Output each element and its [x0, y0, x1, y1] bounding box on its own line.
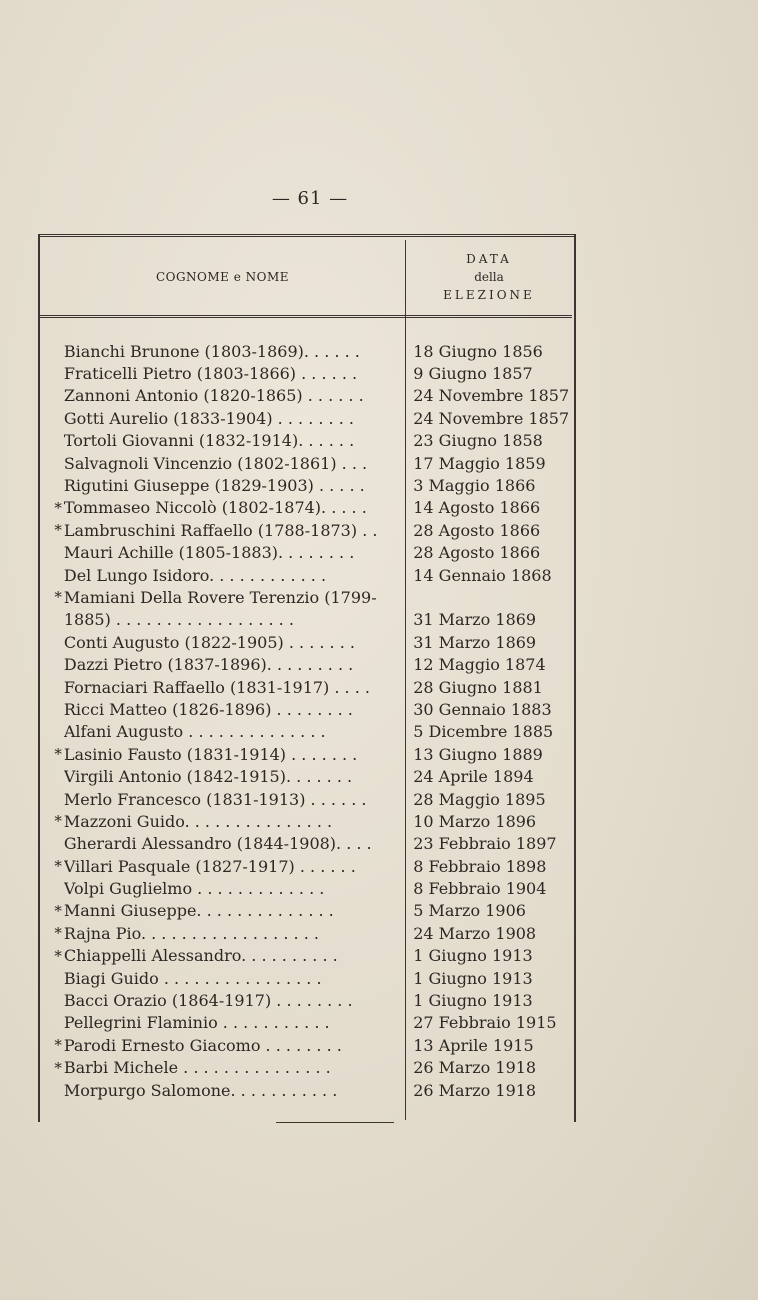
member-name: Lambruschini Raffaello (1788-1873) . . [63, 520, 378, 540]
election-date: 27 Febbraio 1915 [413, 1013, 557, 1033]
table-row [44, 609, 572, 631]
member-name: Parodi Ernesto Giacomo . . . . . . . . [63, 1035, 342, 1055]
election-date: 10 Marzo 1896 [413, 811, 537, 831]
member-name: Volpi Guglielmo . . . . . . . . . . . . . [63, 879, 325, 899]
election-date: 8 Febbraio 1898 [413, 856, 547, 876]
election-date: 1 Giugno 1913 [413, 946, 533, 966]
election-date: 3 Maggio 1866 [413, 476, 536, 496]
table-row [44, 900, 572, 922]
asterisk-mark: * [54, 521, 62, 540]
election-date: 9 Giugno 1857 [413, 364, 533, 384]
election-date: 28 Agosto 1866 [413, 520, 541, 540]
table-row [44, 653, 572, 675]
election-date: 26 Marzo 1918 [413, 1080, 537, 1100]
member-name: Villari Pasquale (1827-1917) . . . . . . [63, 856, 356, 876]
election-date: 24 Marzo 1908 [413, 923, 537, 943]
member-name: Rigutini Giuseppe (1829-1903) . . . . . [63, 476, 365, 496]
member-name: Conti Augusto (1822-1905) . . . . . . . [63, 632, 355, 652]
election-date: 14 Agosto 1866 [413, 498, 541, 518]
member-name: 1885) . . . . . . . . . . . . . . . . . . [63, 610, 294, 630]
election-date: 28 Agosto 1866 [413, 543, 541, 563]
election-date: 23 Febbraio 1897 [413, 834, 557, 854]
header-name-column: COGNOME e NOME [155, 270, 290, 284]
header-date-line-3: ELEZIONE [443, 288, 535, 302]
election-date: 12 Maggio 1874 [413, 655, 546, 675]
election-date: 23 Giugno 1858 [413, 431, 543, 451]
member-name: Tommaseo Niccolò (1802-1874). . . . . [63, 498, 367, 518]
member-name: Zannoni Antonio (1820-1865) . . . . . . [63, 386, 364, 406]
table-row [44, 1034, 572, 1056]
member-name: Rajna Pio. . . . . . . . . . . . . . . . . . [63, 923, 319, 943]
election-date: 1 Giugno 1913 [413, 968, 533, 988]
member-name: Merlo Francesco (1831-1913) . . . . . . [63, 789, 367, 809]
member-name: Pellegrini Flaminio . . . . . . . . . . . [63, 1013, 330, 1033]
member-name: Manni Giuseppe. . . . . . . . . . . . . . [63, 901, 334, 921]
asterisk-mark: * [54, 1058, 62, 1077]
member-name: Salvagnoli Vincenzio (1802-1861) . . . [63, 453, 368, 473]
table-row [44, 362, 572, 384]
asterisk-mark: * [54, 812, 62, 831]
election-date: 26 Marzo 1918 [413, 1058, 537, 1078]
table-row [44, 967, 572, 989]
page-number: — 61 — [271, 188, 349, 209]
asterisk-mark: * [54, 745, 62, 764]
election-date: 5 Marzo 1906 [413, 901, 526, 921]
table-body [44, 340, 572, 1101]
table-row [44, 564, 572, 586]
asterisk-mark: * [54, 588, 62, 607]
table-row [44, 810, 572, 832]
member-name: Gherardi Alessandro (1844-1908). . . . [63, 834, 372, 854]
member-name: Biagi Guido . . . . . . . . . . . . . . . . [63, 968, 322, 988]
table-row [44, 721, 572, 743]
table-row [44, 698, 572, 720]
member-name: Mazzoni Guido. . . . . . . . . . . . . . . [63, 811, 333, 831]
header-bottom-rule [38, 315, 572, 318]
table-row [44, 676, 572, 698]
member-name: Del Lungo Isidoro. . . . . . . . . . . . [63, 565, 327, 585]
table-row [44, 855, 572, 877]
table-row [44, 1012, 572, 1034]
member-name: Fraticelli Pietro (1803-1866) . . . . . . [63, 364, 358, 384]
table-row [44, 385, 572, 407]
election-date: 24 Novembre 1857 [413, 408, 570, 428]
election-date: 24 Novembre 1857 [413, 386, 570, 406]
member-name: Barbi Michele . . . . . . . . . . . . . . . [63, 1058, 331, 1078]
table-row [44, 945, 572, 967]
member-name: Dazzi Pietro (1837-1896). . . . . . . . . [63, 655, 354, 675]
table-row [44, 474, 572, 496]
election-date: 28 Maggio 1895 [413, 789, 546, 809]
election-date: 24 Aprile 1894 [413, 767, 534, 787]
table-row [44, 497, 572, 519]
asterisk-mark: * [54, 924, 62, 943]
asterisk-mark: * [54, 1036, 62, 1055]
table-row [44, 340, 572, 362]
table-row [44, 407, 572, 429]
header-date-line-1: DATA [466, 252, 512, 266]
member-name: Bianchi Brunone (1803-1869). . . . . . [63, 341, 360, 361]
asterisk-mark: * [54, 946, 62, 965]
table-row [44, 452, 572, 474]
election-date: 13 Aprile 1915 [413, 1035, 534, 1055]
bottom-rule [276, 1122, 394, 1123]
table-row [44, 922, 572, 944]
table-row [44, 631, 572, 653]
election-date: 31 Marzo 1869 [413, 632, 537, 652]
asterisk-mark: * [54, 498, 62, 517]
table-row [44, 743, 572, 765]
election-date: 17 Maggio 1859 [413, 453, 546, 473]
asterisk-mark: * [54, 901, 62, 920]
table-row [44, 430, 572, 452]
election-date: 14 Gennaio 1868 [413, 565, 552, 585]
table-row [44, 765, 572, 787]
member-name: Morpurgo Salomone. . . . . . . . . . . [63, 1080, 338, 1100]
member-name: Fornaciari Raffaello (1831-1917) . . . . [63, 677, 370, 697]
election-date: 31 Marzo 1869 [413, 610, 537, 630]
header-date-column [406, 250, 572, 304]
table-row [44, 586, 572, 608]
header-date-line-2: della [474, 270, 504, 284]
election-date: 5 Dicembre 1885 [413, 722, 554, 742]
table-row [44, 788, 572, 810]
member-name: Ricci Matteo (1826-1896) . . . . . . . . [63, 699, 353, 719]
table-row [44, 989, 572, 1011]
table-row [44, 519, 572, 541]
member-name: Bacci Orazio (1864-1917) . . . . . . . . [63, 991, 353, 1011]
election-date: 13 Giugno 1889 [413, 744, 543, 764]
table-row [44, 877, 572, 899]
member-name: Gotti Aurelio (1833-1904) . . . . . . . . [63, 408, 354, 428]
member-name: Tortoli Giovanni (1832-1914). . . . . . [63, 431, 355, 451]
member-name: Mauri Achille (1805-1883). . . . . . . . [63, 543, 355, 563]
election-date: 28 Giugno 1881 [413, 677, 543, 697]
table-row [44, 1079, 572, 1101]
election-date: 8 Febbraio 1904 [413, 879, 547, 899]
member-name: Mamiani Della Rovere Terenzio (1799- [63, 587, 377, 607]
member-name: Chiappelli Alessandro. . . . . . . . . . [63, 946, 338, 966]
table-row [44, 1057, 572, 1079]
table-row [44, 833, 572, 855]
asterisk-mark: * [54, 857, 62, 876]
member-name: Alfani Augusto . . . . . . . . . . . . . . [63, 722, 326, 742]
table-row [44, 542, 572, 564]
election-date: 1 Giugno 1913 [413, 991, 533, 1011]
member-name: Virgili Antonio (1842-1915). . . . . . . [63, 767, 353, 787]
election-date: 30 Gennaio 1883 [413, 699, 552, 719]
member-name: Lasinio Fausto (1831-1914) . . . . . . . [63, 744, 358, 764]
election-date: 18 Giugno 1856 [413, 341, 543, 361]
